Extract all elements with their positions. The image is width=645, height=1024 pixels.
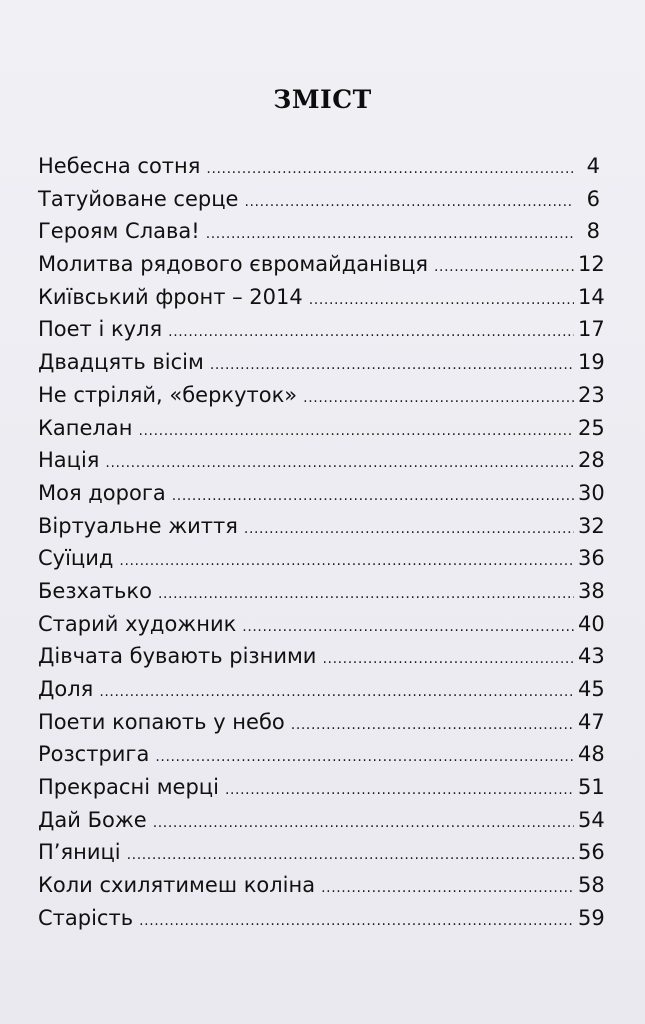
- toc-entry-page-number: 40: [578, 611, 605, 636]
- toc-entry: [38, 902, 605, 935]
- dot-leader: [206, 218, 574, 251]
- toc-entry: [38, 412, 605, 445]
- toc-entry: [38, 510, 605, 543]
- toc-entry-title: Суїцид: [38, 546, 114, 571]
- toc-entry-title: Небесна сотня: [38, 154, 201, 178]
- toc-entry: [38, 281, 605, 314]
- toc-entry-title: Доля: [38, 677, 94, 701]
- toc-entry-title: Розстрига: [38, 742, 150, 767]
- dot-leader: [158, 578, 574, 611]
- toc-entry: [38, 738, 605, 771]
- toc-entry-title: Нація: [38, 448, 100, 473]
- toc-entry: [38, 608, 605, 641]
- dot-leader: [225, 774, 574, 807]
- toc-entry: [38, 804, 605, 837]
- dot-leader: [206, 153, 574, 186]
- toc-entry-page-number: 23: [578, 382, 605, 407]
- toc-entry-title: Дай Боже: [38, 807, 147, 832]
- toc-entry: [38, 313, 605, 346]
- toc-entry-title: Прекрасні мерці: [38, 775, 219, 800]
- dot-leader: [105, 447, 574, 480]
- dot-leader: [303, 382, 574, 415]
- toc-entry: [38, 706, 605, 739]
- toc-entry: [38, 444, 605, 477]
- toc-entry-page-number: 59: [578, 905, 605, 930]
- toc-entry-page-number: 38: [578, 578, 605, 603]
- toc-entry-title: Старість: [38, 905, 134, 930]
- dot-leader: [309, 284, 574, 317]
- toc-entry-page-number: 45: [578, 677, 605, 701]
- toc-entry: [38, 836, 605, 869]
- dot-leader: [244, 513, 574, 546]
- toc-entry-title: Двадцять вісім: [38, 350, 204, 375]
- toc-entry: [38, 183, 600, 216]
- toc-entry-page-number: 17: [578, 317, 605, 342]
- dot-leader: [322, 643, 574, 676]
- dot-leader: [139, 905, 574, 938]
- dot-leader: [172, 480, 574, 513]
- toc-entry-title: Не стріляй, «беркуток»: [38, 382, 298, 407]
- toc-entry-page-number: 8: [586, 219, 600, 244]
- toc-entry: [38, 346, 605, 379]
- dot-leader: [155, 741, 574, 774]
- toc-entry: [38, 575, 605, 608]
- toc-entry: [38, 477, 605, 510]
- toc-entry: [38, 869, 605, 902]
- toc-entry-title: Віртуальне життя: [38, 513, 238, 538]
- toc-entry: [38, 379, 605, 412]
- toc-entry-page-number: 6: [586, 186, 600, 211]
- toc-entry-page-number: 36: [578, 546, 605, 571]
- dot-leader: [242, 611, 574, 644]
- toc-entry-page-number: 54: [578, 807, 605, 832]
- toc-entry-page-number: 58: [578, 873, 605, 898]
- toc-entry-title: Героям Слава!: [38, 219, 200, 244]
- dot-leader: [210, 349, 574, 382]
- toc-entry: [38, 215, 600, 248]
- dot-leader: [321, 872, 574, 905]
- toc-entry-page-number: 4: [586, 154, 600, 178]
- dot-leader: [138, 415, 574, 448]
- dot-leader: [244, 186, 574, 219]
- toc-entry-title: Поети копають у небо: [38, 709, 285, 734]
- toc-entry-page-number: 51: [578, 775, 605, 800]
- toc-entry-title: Дівчата бувають різними: [38, 644, 317, 669]
- toc-entry-page-number: 14: [578, 284, 605, 309]
- toc-entry: [38, 150, 600, 183]
- toc-entry-title: Капелан: [38, 415, 133, 440]
- toc-entry-page-number: 56: [578, 840, 605, 865]
- dot-leader: [168, 316, 574, 349]
- toc-entry-title: Моя дорога: [38, 480, 166, 505]
- page-title: ЗМІСТ: [273, 85, 372, 114]
- toc-entry-page-number: 48: [578, 742, 605, 767]
- table-of-contents: [38, 150, 605, 935]
- dot-leader: [153, 807, 574, 840]
- toc-entry-page-number: 19: [578, 350, 605, 375]
- toc-entry-title: Безхатько: [38, 578, 152, 603]
- dot-leader: [291, 709, 574, 742]
- toc-entry: [38, 248, 605, 281]
- toc-entry-page-number: 43: [578, 644, 605, 669]
- toc-entry-title: Татуйоване серце: [38, 186, 239, 211]
- toc-entry-title: Коли схилятимеш коліна: [38, 873, 316, 898]
- dot-leader: [99, 676, 574, 709]
- toc-entry-title: Старий художник: [38, 611, 237, 636]
- dot-leader: [127, 839, 574, 872]
- toc-entry-page-number: 12: [578, 252, 605, 277]
- toc-entry-page-number: 28: [578, 448, 605, 473]
- toc-entry-page-number: 30: [578, 480, 605, 505]
- toc-entry-title: Молитва рядового євромайданівця: [38, 252, 428, 277]
- toc-entry-page-number: 32: [578, 513, 605, 538]
- toc-entry-page-number: 25: [578, 415, 605, 440]
- dot-leader: [434, 251, 574, 284]
- toc-entry: [38, 640, 605, 673]
- toc-entry: [38, 673, 605, 706]
- toc-entry-title: Поет і куля: [38, 317, 163, 342]
- toc-entry-title: П’яниці: [38, 840, 121, 865]
- toc-entry: [38, 771, 605, 804]
- toc-entry-page-number: 47: [578, 709, 605, 734]
- toc-entry: [38, 542, 605, 575]
- toc-entry-title: Київський фронт – 2014: [38, 284, 303, 309]
- dot-leader: [119, 545, 574, 578]
